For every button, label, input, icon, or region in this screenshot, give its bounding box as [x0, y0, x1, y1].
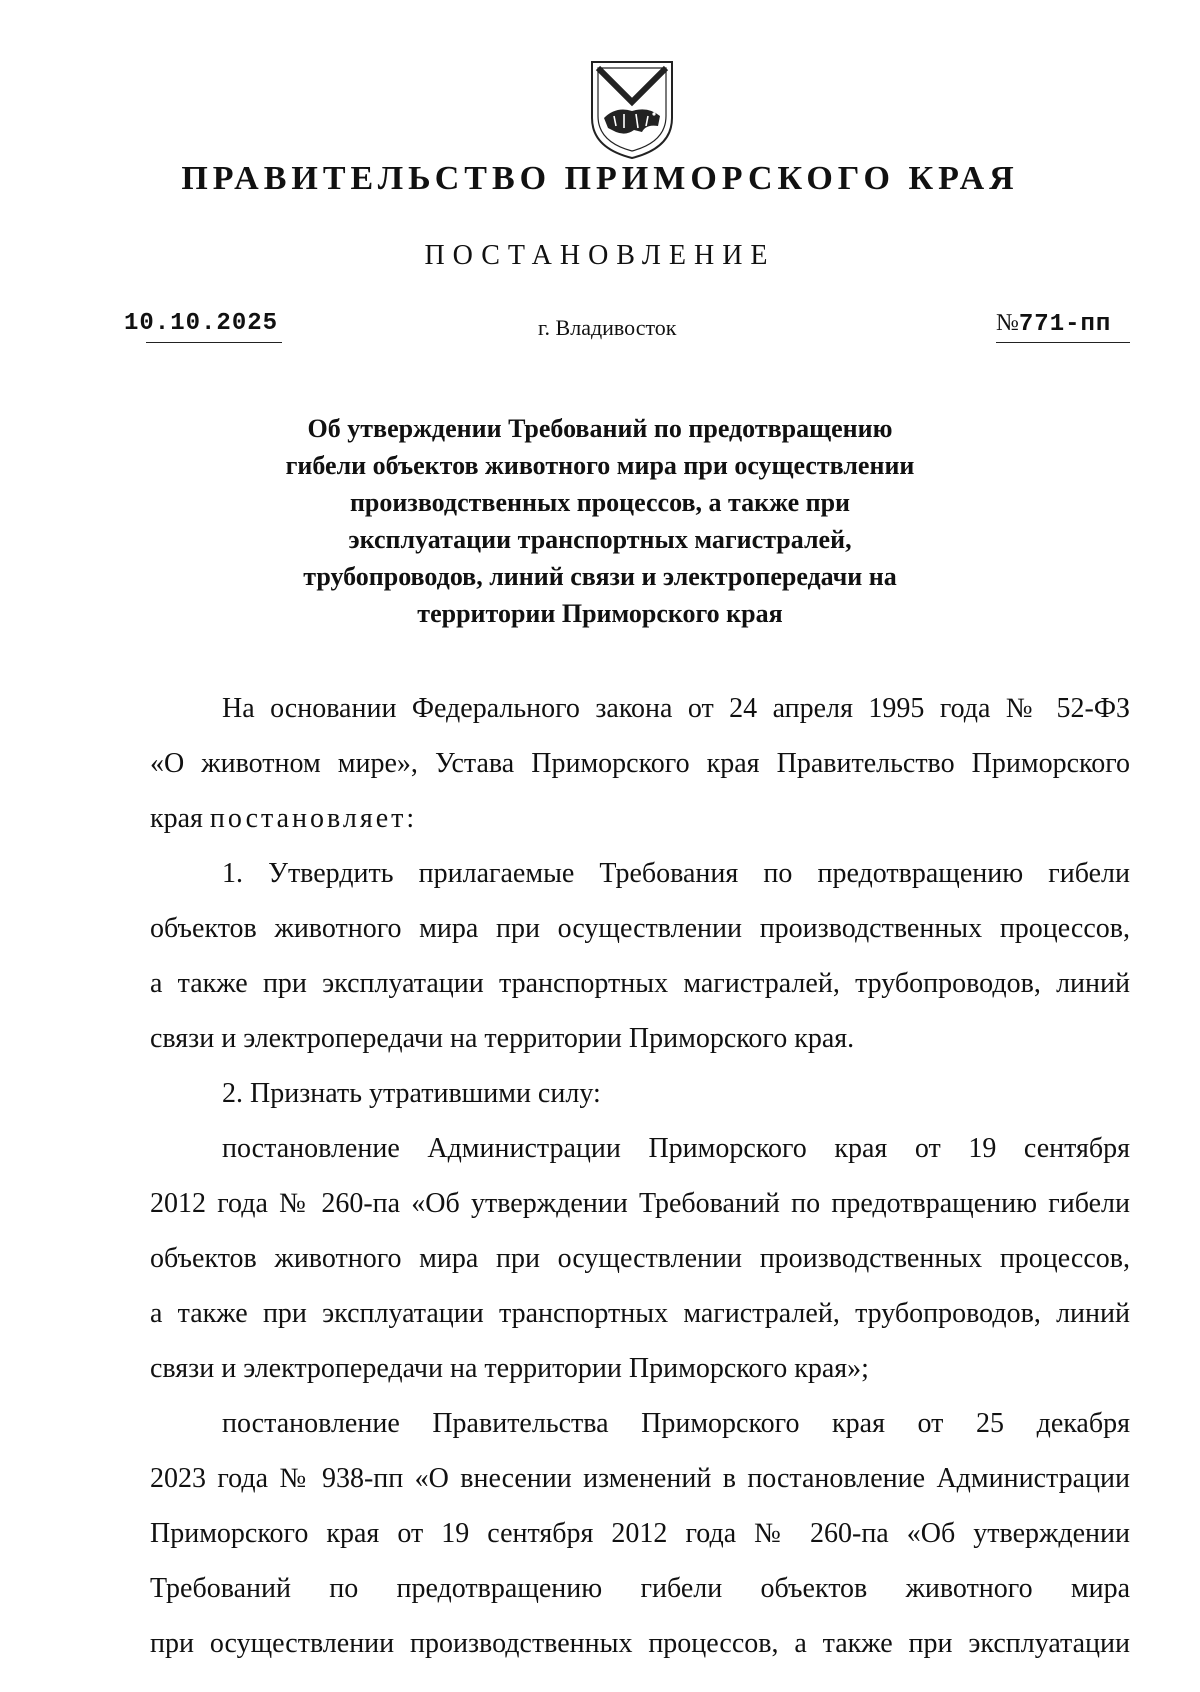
item1-line: объектов животного мира при осуществлении производственных процессов, [150, 913, 1130, 944]
preamble-line: На основании Федерального закона от 24 апреля 1995 года № 52-ФЗ [222, 693, 1130, 724]
number-prefix: № [996, 310, 1019, 336]
title-line: гибели объектов животного мира при осуществлении [285, 451, 915, 480]
act1-line: а также при эксплуатации транспортных магистралей, трубопроводов, линий [150, 1298, 1130, 1329]
title-line: эксплуатации транспортных магистралей, [348, 525, 852, 554]
act2-line: Приморского края от 19 сентября 2012 года № 260-па «Об утверждении [150, 1518, 1130, 1549]
title-line: территории Приморского края [417, 599, 783, 628]
act2-line: Требований по предотвращению гибели объектов животного мира [150, 1573, 1130, 1604]
act2-line: при осуществлении производственных процессов, а также при эксплуатации [150, 1628, 1130, 1659]
title-line: производственных процессов, а также при [349, 488, 851, 517]
document-date: 10.10.2025 [124, 310, 279, 337]
title-line: трубопроводов, линий связи и электропередачи на [303, 562, 897, 591]
document-city: г. Владивосток [538, 315, 677, 340]
preamble-line: «О животном мире», Устава Приморского края Правительство Приморского [150, 748, 1130, 779]
organization-name: ПРАВИТЕЛЬСТВО ПРИМОРСКОГО КРАЯ [181, 160, 1019, 197]
item2-heading: 2. Признать утратившими силу: [222, 1078, 601, 1109]
act2-line: постановление Правительства Приморского края от 25 декабря [222, 1408, 1130, 1439]
act1-line: связи и электропередачи на территории Приморского края»; [150, 1353, 869, 1384]
coat-of-arms-emblem [586, 56, 678, 162]
number-underline [996, 342, 1130, 343]
act1-line: объектов животного мира при осуществлении производственных процессов, [150, 1243, 1130, 1274]
number-value: 771-пп [1018, 311, 1112, 338]
document-body [150, 692, 1130, 1682]
item1-line: связи и электропередачи на территории Приморского края. [150, 1023, 855, 1054]
act1-line: 2012 года № 260-па «Об утверждении Требований по предотвращению гибели [150, 1188, 1130, 1219]
title-line: Об утверждении Требований по предотвращению [307, 414, 893, 443]
preamble-prefix: края [150, 803, 210, 834]
preamble-decree-word: постановляет: [209, 803, 418, 834]
date-underline [146, 342, 282, 343]
item1-line: а также при эксплуатации транспортных магистралей, трубопроводов, линий [150, 968, 1130, 999]
document-title [150, 410, 1050, 632]
document-type: ПОСТАНОВЛЕНИЕ [424, 240, 776, 271]
document-number [996, 310, 1111, 338]
act1-line: постановление Администрации Приморского края от 19 сентября [222, 1133, 1130, 1164]
act2-line: 2023 года № 938-пп «О внесении изменений в постановление Администрации [150, 1463, 1130, 1494]
preamble-line [150, 802, 1130, 857]
item1-line: 1. Утвердить прилагаемые Требования по предотвращению гибели [222, 858, 1130, 889]
